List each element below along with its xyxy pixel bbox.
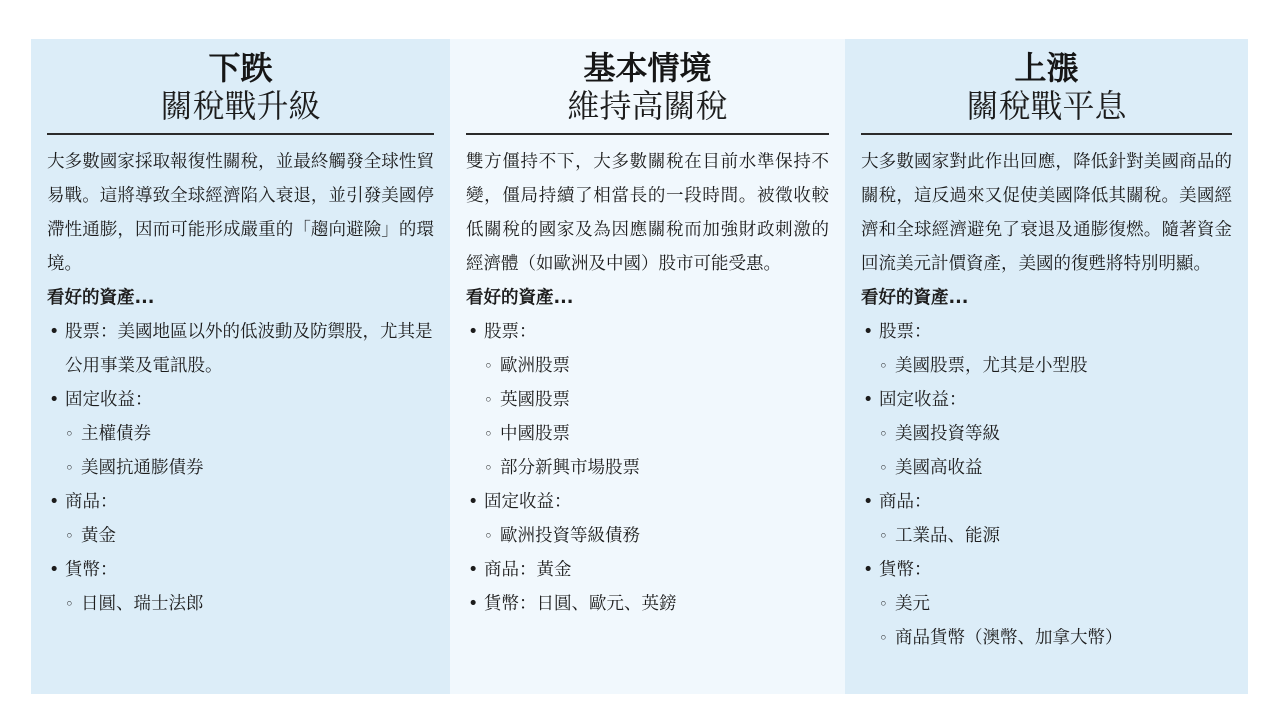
column-title: 上漲	[1014, 49, 1079, 87]
asset-category: • 商品：	[47, 485, 434, 519]
scenario-column-upside	[845, 39, 1248, 694]
asset-subitem: ◦ 英國股票	[466, 383, 829, 417]
asset-subitem: ◦ 商品貨幣（澳幣、加拿大幣）	[861, 621, 1232, 655]
asset-subitem: ◦ 日圓、瑞士法郎	[47, 587, 434, 621]
column-description: 雙方僵持不下，大多數關稅在目前水準保持不變，僵局持續了相當長的一段時間。被徵收較低關稅的國家及為因應關稅而加強財政刺激的經濟體（如歐洲及中國）股市可能受惠。	[466, 152, 829, 274]
column-subtitle: 關稅戰平息	[966, 87, 1127, 125]
asset-category: • 固定收益：	[466, 485, 829, 519]
asset-category: • 商品：黃金	[466, 553, 829, 587]
asset-category: • 股票：	[861, 315, 1232, 349]
asset-subitem: ◦ 美國投資等級	[861, 417, 1232, 451]
asset-subitem: ◦ 工業品、能源	[861, 519, 1232, 553]
asset-list	[861, 315, 1232, 655]
column-description: 大多數國家對此作出回應，降低針對美國商品的關稅，這反過來又促使美國降低其關稅。美國經濟和全球經濟避免了衰退及通膨復燃。隨著資金回流美元計價資產，美國的復甦將特別明顯。	[861, 152, 1232, 274]
asset-subitem: ◦ 歐洲股票	[466, 349, 829, 383]
asset-category: • 貨幣：	[861, 553, 1232, 587]
asset-subitem: ◦ 部分新興市場股票	[466, 451, 829, 485]
column-description: 大多數國家採取報復性關稅，並最終觸發全球性貿易戰。這將導致全球經濟陷入衰退，並引發美國停滯性通膨，因而可能形成嚴重的「趨向避險」的環境。	[47, 152, 434, 274]
column-header	[861, 49, 1232, 135]
scenario-grid	[31, 39, 1248, 694]
scenario-column-downside	[31, 39, 450, 694]
preferred-assets-heading: 看好的資產...	[47, 288, 155, 308]
preferred-assets-heading: 看好的資產...	[861, 288, 969, 308]
column-title: 下跌	[208, 49, 273, 87]
column-subtitle: 維持高關稅	[567, 87, 728, 125]
column-title: 基本情境	[583, 49, 712, 87]
asset-subitem: ◦ 美國抗通膨債券	[47, 451, 434, 485]
asset-category: • 固定收益：	[47, 383, 434, 417]
asset-category: • 商品：	[861, 485, 1232, 519]
column-subtitle: 關稅戰升級	[160, 87, 321, 125]
asset-subitem: ◦ 黃金	[47, 519, 434, 553]
asset-category: • 固定收益：	[861, 383, 1232, 417]
column-header	[466, 49, 829, 135]
asset-subitem: ◦ 中國股票	[466, 417, 829, 451]
asset-category: • 股票：美國地區以外的低波動及防禦股，尤其是公用事業及電訊股。	[47, 315, 434, 383]
asset-category: • 貨幣：	[47, 553, 434, 587]
asset-subitem: ◦ 美國股票，尤其是小型股	[861, 349, 1232, 383]
asset-category: • 貨幣：日圓、歐元、英鎊	[466, 587, 829, 621]
asset-list	[466, 315, 829, 621]
asset-subitem: ◦ 主權債券	[47, 417, 434, 451]
scenario-column-base	[450, 39, 845, 694]
column-header	[47, 49, 434, 135]
asset-list	[47, 315, 434, 621]
asset-subitem: ◦ 歐洲投資等級債務	[466, 519, 829, 553]
asset-subitem: ◦ 美國高收益	[861, 451, 1232, 485]
asset-subitem: ◦ 美元	[861, 587, 1232, 621]
preferred-assets-heading: 看好的資產...	[466, 288, 574, 308]
asset-category: • 股票：	[466, 315, 829, 349]
